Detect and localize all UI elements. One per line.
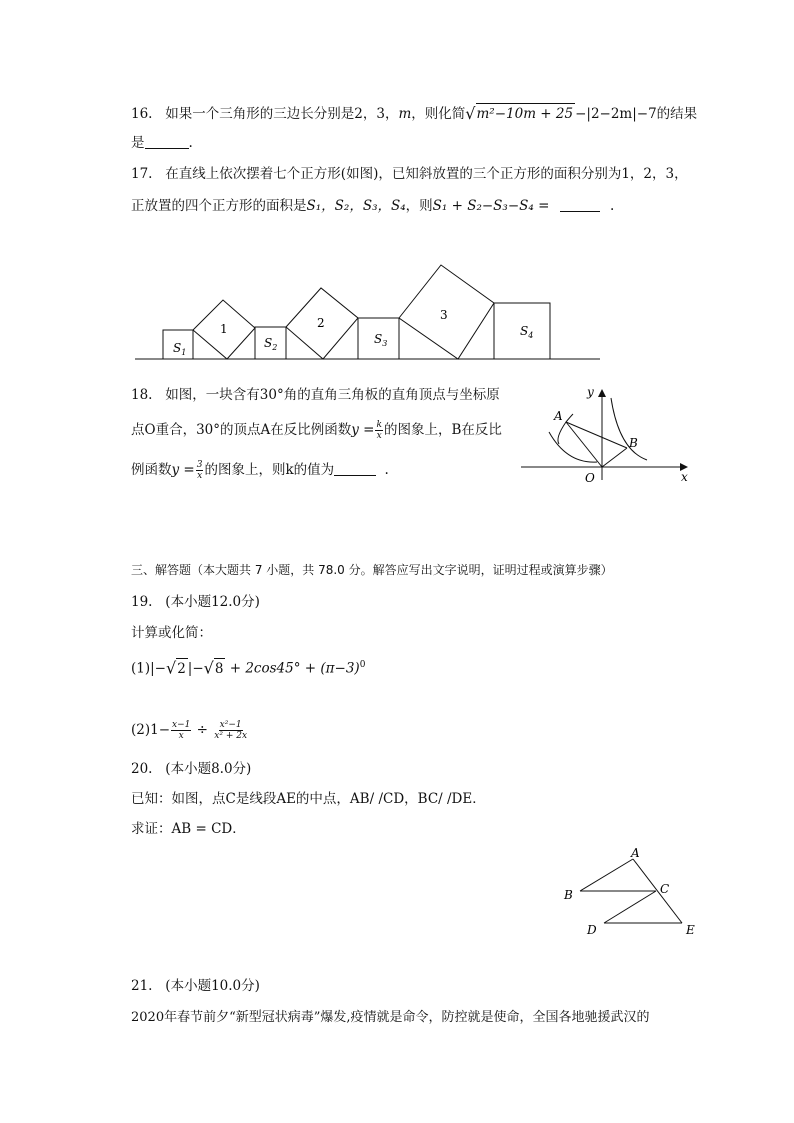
- q19-p1-exponent: 0: [359, 660, 366, 670]
- fraction-2: $\frac{\text{x²−1}}{\text{x² + 2x}}$: [214, 720, 248, 741]
- radical-sign: √: [165, 658, 177, 678]
- q21-number: 21.: [131, 978, 153, 994]
- label-a: A: [631, 846, 640, 860]
- label-x: x: [681, 470, 688, 484]
- label-s2: $S_2$: [264, 336, 278, 352]
- q17-line2-b: ，则: [405, 198, 433, 214]
- q18-line2-b: 的图象上，B在反比: [383, 422, 502, 438]
- q17-line2-a: 正放置的四个正方形的面积是: [131, 198, 307, 214]
- q16-text-a: 如果一个三角形的三边长分别是2，3，: [165, 106, 399, 122]
- section-heading: 三、解答题（本大题共 7 小题，共 78.0 分。解答应写出文字说明，证明过程或演算步骤）: [131, 563, 613, 577]
- q19-part2: [131, 720, 249, 741]
- q20-given: 已知：如图，点C是线段AE的中点，AB/ /CD，BC/ /DE．: [131, 791, 486, 807]
- q19-part1: [131, 655, 365, 679]
- radical-sign: √: [465, 104, 476, 123]
- q16-text-c: −|2−2m|−7的结果: [575, 106, 698, 122]
- q19-p2-a: (2)1−: [131, 722, 171, 738]
- q21-score: (本小题10.0分): [165, 978, 260, 994]
- radical-sign: √: [203, 658, 214, 678]
- q19-p1-c: + 2cos45° + (π−3): [225, 660, 360, 677]
- label-e: E: [686, 923, 695, 937]
- fraction-1: $\frac{x-1}{x}$: [172, 720, 191, 741]
- label-a: A: [554, 409, 563, 423]
- division-sign: ÷: [196, 722, 208, 738]
- q21-line1: [131, 976, 260, 996]
- q18-line1: [131, 385, 500, 405]
- q16-radicand: m²−10m + 25: [476, 103, 576, 124]
- side-ob: [602, 448, 627, 467]
- segment-ab: [580, 859, 633, 891]
- q20-score: (本小题8.0分): [165, 761, 252, 777]
- hyperbola-right: [611, 398, 647, 460]
- answer-blank: [145, 134, 189, 149]
- q17-line2-c: .: [610, 198, 615, 214]
- q17-areas: S₁，S₂，S₃，S₄: [306, 198, 406, 214]
- q17-number: 17.: [131, 166, 153, 182]
- fraction-3-over-x: $\frac{3}{x}$: [196, 460, 203, 481]
- side-oa: [566, 422, 602, 467]
- q18-line3-a: 例函数: [131, 462, 172, 478]
- q17-line2: [131, 196, 614, 216]
- q18-number: 18.: [131, 387, 153, 403]
- q19-p1-b: |−: [187, 660, 204, 677]
- q16-line1: [131, 103, 697, 124]
- q18-coordinate-figure: [515, 382, 700, 487]
- label-s1: $S_1$: [173, 341, 187, 357]
- label-b: B: [629, 436, 638, 450]
- q16-text-b: ，则化简: [411, 106, 466, 122]
- q21-text: 2020年春节前夕“新型冠状病毒”爆发,疫情就是命令，防控就是使命，全国各地驰援武汉的: [131, 1010, 650, 1025]
- label-b: B: [564, 888, 573, 902]
- q17-line1-text: 在直线上依次摆着七个正方形(如图)，已知斜放置的三个正方形的面积分别为1，2，3，: [165, 166, 688, 182]
- answer-blank: [560, 197, 600, 212]
- fraction-k-over-x: $\frac{k}{x}$: [376, 420, 382, 441]
- answer-blank: [334, 461, 376, 476]
- q17-expr: S₁ + S₂−S₃−S₄ =: [432, 198, 550, 214]
- q20-line1: [131, 759, 251, 779]
- label-d: D: [587, 923, 597, 937]
- q16-number: 16.: [131, 106, 153, 122]
- q18-line3-b: 的图象上，则k的值为: [204, 462, 335, 478]
- q18-y-eq: y =: [351, 422, 375, 438]
- label-s4: $S_4$: [520, 324, 534, 340]
- q16-line2-a: 是: [131, 135, 145, 151]
- label-o: O: [585, 471, 595, 485]
- q19-line1: [131, 592, 260, 612]
- q16-var-m: m: [398, 106, 412, 122]
- label-y: y: [587, 385, 594, 399]
- q20-number: 20.: [131, 761, 153, 777]
- q18-line3: [131, 460, 389, 481]
- q18-line3-c: .: [384, 462, 389, 478]
- q19-prompt: 计算或化简：: [131, 625, 212, 641]
- q19-radicand-1: 2: [176, 658, 188, 679]
- label-s3: $S_3$: [374, 332, 388, 348]
- q19-score: (本小题12.0分): [165, 594, 260, 610]
- q18-line2-a: 点O重合，30°的顶点A在反比例函数: [131, 422, 352, 438]
- q17-line1: [131, 164, 688, 184]
- q16-line2: [131, 133, 193, 153]
- q20-parallel-figure: [558, 843, 708, 943]
- hyperbola-left: [549, 432, 597, 462]
- segment-cd: [604, 891, 656, 923]
- q20-prove: 求证：AB = CD．: [131, 821, 246, 837]
- q16-line2-b: .: [188, 135, 193, 151]
- q18-line2: [131, 420, 502, 441]
- q19-p1-a: (1)|−: [131, 660, 166, 677]
- q19-number: 19.: [131, 594, 153, 610]
- q18-y-eq-2: y =: [171, 462, 195, 478]
- label-c: C: [660, 882, 670, 896]
- q19-radicand-2: 8: [214, 658, 226, 679]
- q18-line1-text: 如图，一块含有30°角的直角三角板的直角顶点与坐标原: [165, 387, 500, 403]
- label-1: 1: [220, 322, 228, 336]
- q17-squares-figure: [130, 255, 610, 367]
- label-3: 3: [440, 308, 448, 322]
- label-2: 2: [317, 316, 325, 330]
